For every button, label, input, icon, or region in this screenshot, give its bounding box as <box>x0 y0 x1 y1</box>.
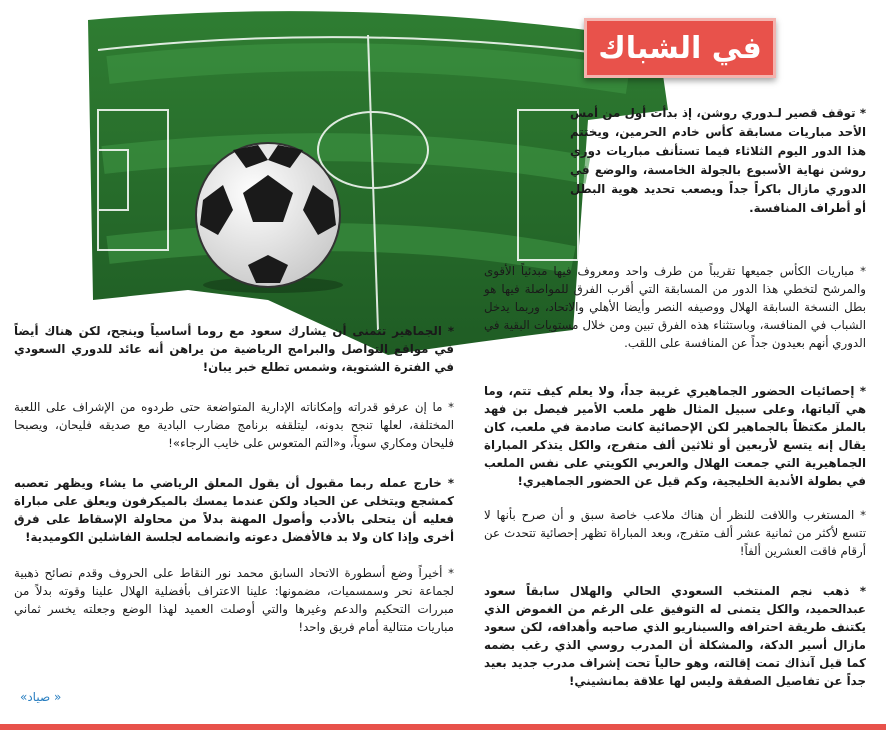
left-paragraph-1: * الجماهير تتمنى أن يشارك سعود مع روما أساسياً وينجح، لكن هناك أيضاً في مواقع التواصل والبرامج الرياضية من يراهن أنه عائد للدوري السعودي في الفترة الشتوية، وشمس تطلع خبر يبان! <box>14 324 454 374</box>
section-title: في الشباك <box>584 18 776 78</box>
right-paragraph-5: * ذهب نجم المنتخب السعودي الحالي والهلال سابقاً سعود عبدالحميد، والكل يتمنى له التوفيق على الرغم من الغموض الذي يكتنف طريقة احترافه والسيناريو الذي صاحبه وأهدافه، لكن سعود مازال أسير الدكة، والمشكلة أن المدرب روسي الذي رغب بضمه كما قيل آنذاك تمت إقالته، وهو حالياً تحت إشراف مدرب جديد بعيد جداً عن تفاصيل الصفقة وليس لها علاقة بمانشيني! <box>484 584 866 688</box>
left-paragraph-4: * أخيراً وضع أسطورة الاتحاد السابق محمد نور النقاط على الحروف وقدم نصائح ذهبية لجماعة نحر وسمسميات، مضمونها: علينا الاعتراف بأفضلية الهلال علينا وقوته بدلاً من مبررات التحكيم والدعم وغيرها والتي أوصلت العميد لهذا الوضع وجعلته يخسر ثماني مباريات متتالية أمام فريق واحد! <box>14 566 454 634</box>
right-column <box>484 262 866 706</box>
right-paragraph-3: * إحصائيات الحضور الجماهيري غريبة جداً، ولا يعلم كيف تتم، وما هي آلياتها، وعلى سبيل المثال ظهر ملعب الأمير فيصل بن فهد بالملز مكتظاً بالجماهير لكن الإحصائية كانت صادمة في ملعب، كان يقال إنه يتسع لأربعين أو ثلاثين ألف متفرج، والكل يتذكر المباراة الجماهيرية التي جمعت الهلال والعربي الكويتي على نفس الملعب في بطولة الأندية الخليجية، وكم قيل عن الحضور الجماهيري! <box>484 384 866 488</box>
bottom-divider <box>0 724 886 730</box>
left-paragraph-2: * ما إن عرفو قدراته وإمكاناته الإدارية المتواضعة حتى طردوه من الإشراف على اللعبة المختلفة، لعلها تنجح بدونه، ليتلقفه برنامج مضارب البادية مع صديقه فليحان، ويصبحا فليحان ومكاري سوياً، و«التم المتعوس على خايب الرجاء»! <box>14 400 454 450</box>
right-paragraph-1: * توقف قصير لـدوري روشن، إذ بدأت أول من أمس الأحد مباريات مسابقة كأس خادم الحرمين، ويختتم هذا الدور اليوم الثلاثاء فيما تستأنف مباريات دوري روشن نهاية الأسبوع بالجولة الخامسة، والوضع في الدوري مازال باكراً جداً ويصعب تحديد هوية البطل أو أطراف المنافسة. <box>570 106 866 215</box>
right-paragraph-4: * المستغرب واللافت للنظر أن هناك ملاعب خاصة سبق و أن صرح بأنها لا تتسع لأكثر من ثمانية عشر ألف متفرج، وبعد المباراة تظهر إحصائية تتحدث عن أرقام فاقت العشرين ألفاً! <box>484 508 866 558</box>
left-paragraph-3: * خارج عمله ربما مقبول أن يقول المعلق الرياضي ما يشاء ويظهر تعصبه كمشجع ويتخلى عن الحياد ولكن عندما يمسك بالميكرفون ويعلق على مباراة فعليه أن يتحلى بالأدب وأصول المهنة بدلاً من محاولة الإسقاط على فرق أخرى وإذا كان ولا بد فالأفضل دعوته وانضمامه لجلسة الفاشلين الكوميدية! <box>14 476 454 544</box>
right-paragraph-2: * مباريات الكأس جميعها تقريباً من طرف واحد ومعروف فيها مبدئياً الأقوى والمرشح لتخطي هذا الدور من المسابقة التي أقرب الفرق للمواصلة فيها هو بطل النسخة السابقة الهلال ووصيفه النصر وأيضا الأهلي والاتحاد، وربما يدخل الشباب في المنافسة، وباستثناء هذه الفرق تبين ومن خلال مستويات البقية في الدوري أنهم بعيدون جداً عن المنافسة على اللقب. <box>484 264 866 350</box>
source-credit: « صياد» <box>20 690 62 704</box>
left-column <box>14 322 454 652</box>
